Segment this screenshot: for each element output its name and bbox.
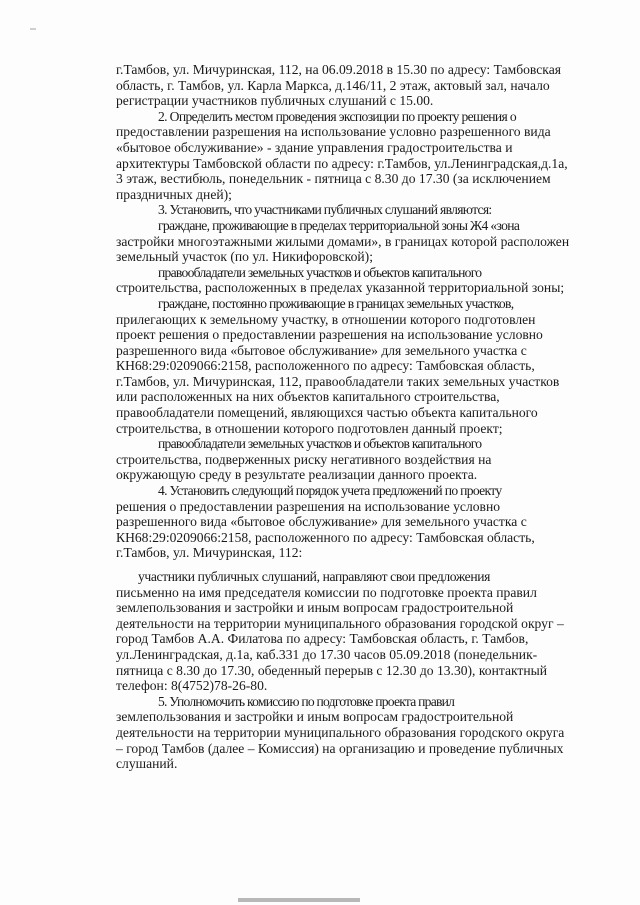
text-line: или расположенных на них объектов капитального строительства, bbox=[116, 389, 500, 405]
text-line: граждане, постоянно проживающие в границах земельных участков, bbox=[158, 295, 514, 311]
text-line: решения о предоставлении разрешения на использование условно bbox=[116, 498, 501, 514]
text-line: письменно на имя председателя комиссии по подготовке проекта правил bbox=[116, 584, 537, 600]
document-body bbox=[116, 62, 594, 772]
text-line: прилегающих к земельному участку, в отношении которого подготовлен bbox=[116, 311, 536, 327]
text-line: правообладатели помещений, являющихся частью объекта капитального bbox=[116, 405, 538, 421]
text-line: 3. Установить, что участниками публичных слушаний являются: bbox=[158, 202, 492, 218]
text-line: строительства, подверженных риску негативного воздействия на bbox=[116, 451, 492, 467]
text-line: город Тамбов А.А. Филатова по адресу: Тамбовская область, г. Тамбов, bbox=[116, 631, 529, 647]
text-line: проект решения о предоставлении разрешения на использование условно bbox=[116, 327, 543, 343]
text-line: участники публичных слушаний, направляют свои предложения bbox=[138, 569, 490, 584]
text-line: «бытовое обслуживание» - здание управления градостроительства и bbox=[116, 139, 513, 155]
text-line: – город Тамбов (далее – Комиссия) на организацию и проведение публичных bbox=[116, 740, 564, 756]
text-line: 3 этаж, вестибюль, понедельник - пятница с 8.30 до 17.30 (за исключением bbox=[116, 171, 551, 187]
scan-mark bbox=[30, 28, 36, 30]
text-line: разрешенного вида «бытовое обслуживание» для земельного участка с bbox=[116, 342, 527, 358]
text-line: строительства, в отношении которого подготовлен данный проект; bbox=[116, 420, 503, 436]
text-line: землепользования и застройки и иным вопросам градостроительной bbox=[116, 600, 514, 616]
text-line: строительства, расположенных в пределах указанной территориальной зоны; bbox=[116, 280, 565, 296]
text-line: 2. Определить местом проведения экспозиции по проекту решения о bbox=[158, 108, 517, 124]
text-line: КН68:29:0209066:2158, расположенного по адресу: Тамбовская область, bbox=[116, 529, 535, 545]
text-line: г.Тамбов, ул. Мичуринская, 112, на 06.09.2018 в 15.30 по адресу: Тамбовская bbox=[116, 62, 561, 77]
text-line: застройки многоэтажными жилыми домами», в границах которой расположен bbox=[116, 233, 570, 249]
text-line: правообладатели земельных участков и объектов капитального bbox=[158, 264, 482, 280]
text-line: КН68:29:0209066:2158, расположенного по адресу: Тамбовская область, bbox=[116, 358, 535, 374]
text-line: слушаний. bbox=[116, 756, 178, 772]
text-line: регистрации участников публичных слушаний с 15.00. bbox=[116, 93, 434, 109]
text-line: земельный участок (по ул. Никифоровской); bbox=[116, 249, 373, 265]
text-line: землепользования и застройки и иным вопросам градостроительной bbox=[116, 709, 514, 725]
text-line: пятница с 8.30 до 17.30, обеденный перерыв с 12.30 до 13.30), контактный bbox=[116, 662, 548, 678]
text-line: 5. Уполномочить комиссию по подготовке проекта правил bbox=[158, 693, 455, 709]
text-line: телефон: 8(4752)78-26-80. bbox=[116, 678, 268, 694]
text-line: деятельности на территории муниципального образования городской округ – bbox=[116, 615, 564, 631]
text-line: область, г. Тамбов, ул. Карла Маркса, д.146/11, 2 этаж, актовый зал, начало bbox=[116, 77, 550, 93]
text-line: г.Тамбов, ул. Мичуринская, 112, правообладатели таких земельных участков bbox=[116, 373, 560, 389]
text-line: г.Тамбов, ул. Мичуринская, 112: bbox=[116, 545, 303, 561]
text-line: архитектуры Тамбовской области по адресу: г.Тамбов, ул.Ленинградская,д.1а, bbox=[116, 155, 568, 171]
text-line: предоставлении разрешения на использование условно разрешенного вида bbox=[116, 124, 551, 140]
text-line: окружающую среду в результате реализации данного проекта. bbox=[116, 467, 478, 483]
text-line: разрешенного вида «бытовое обслуживание» для земельного участка с bbox=[116, 514, 527, 530]
text-line: ул.Ленинградская, д.1а, каб.331 до 17.30 часов 05.09.2018 (понедельник- bbox=[116, 646, 538, 662]
text-line: 4. Установить следующий порядок учета предложений по проекту bbox=[158, 483, 502, 499]
text-line: деятельности на территории муниципального образования городского округа bbox=[116, 724, 565, 740]
text-line: граждане, проживающие в пределах территориальной зоны Ж4 «зона bbox=[158, 217, 520, 233]
text-line: праздничных дней); bbox=[116, 186, 232, 202]
text-line: правообладатели земельных участков и объектов капитального bbox=[158, 436, 482, 452]
scan-edge-mark bbox=[238, 898, 360, 902]
